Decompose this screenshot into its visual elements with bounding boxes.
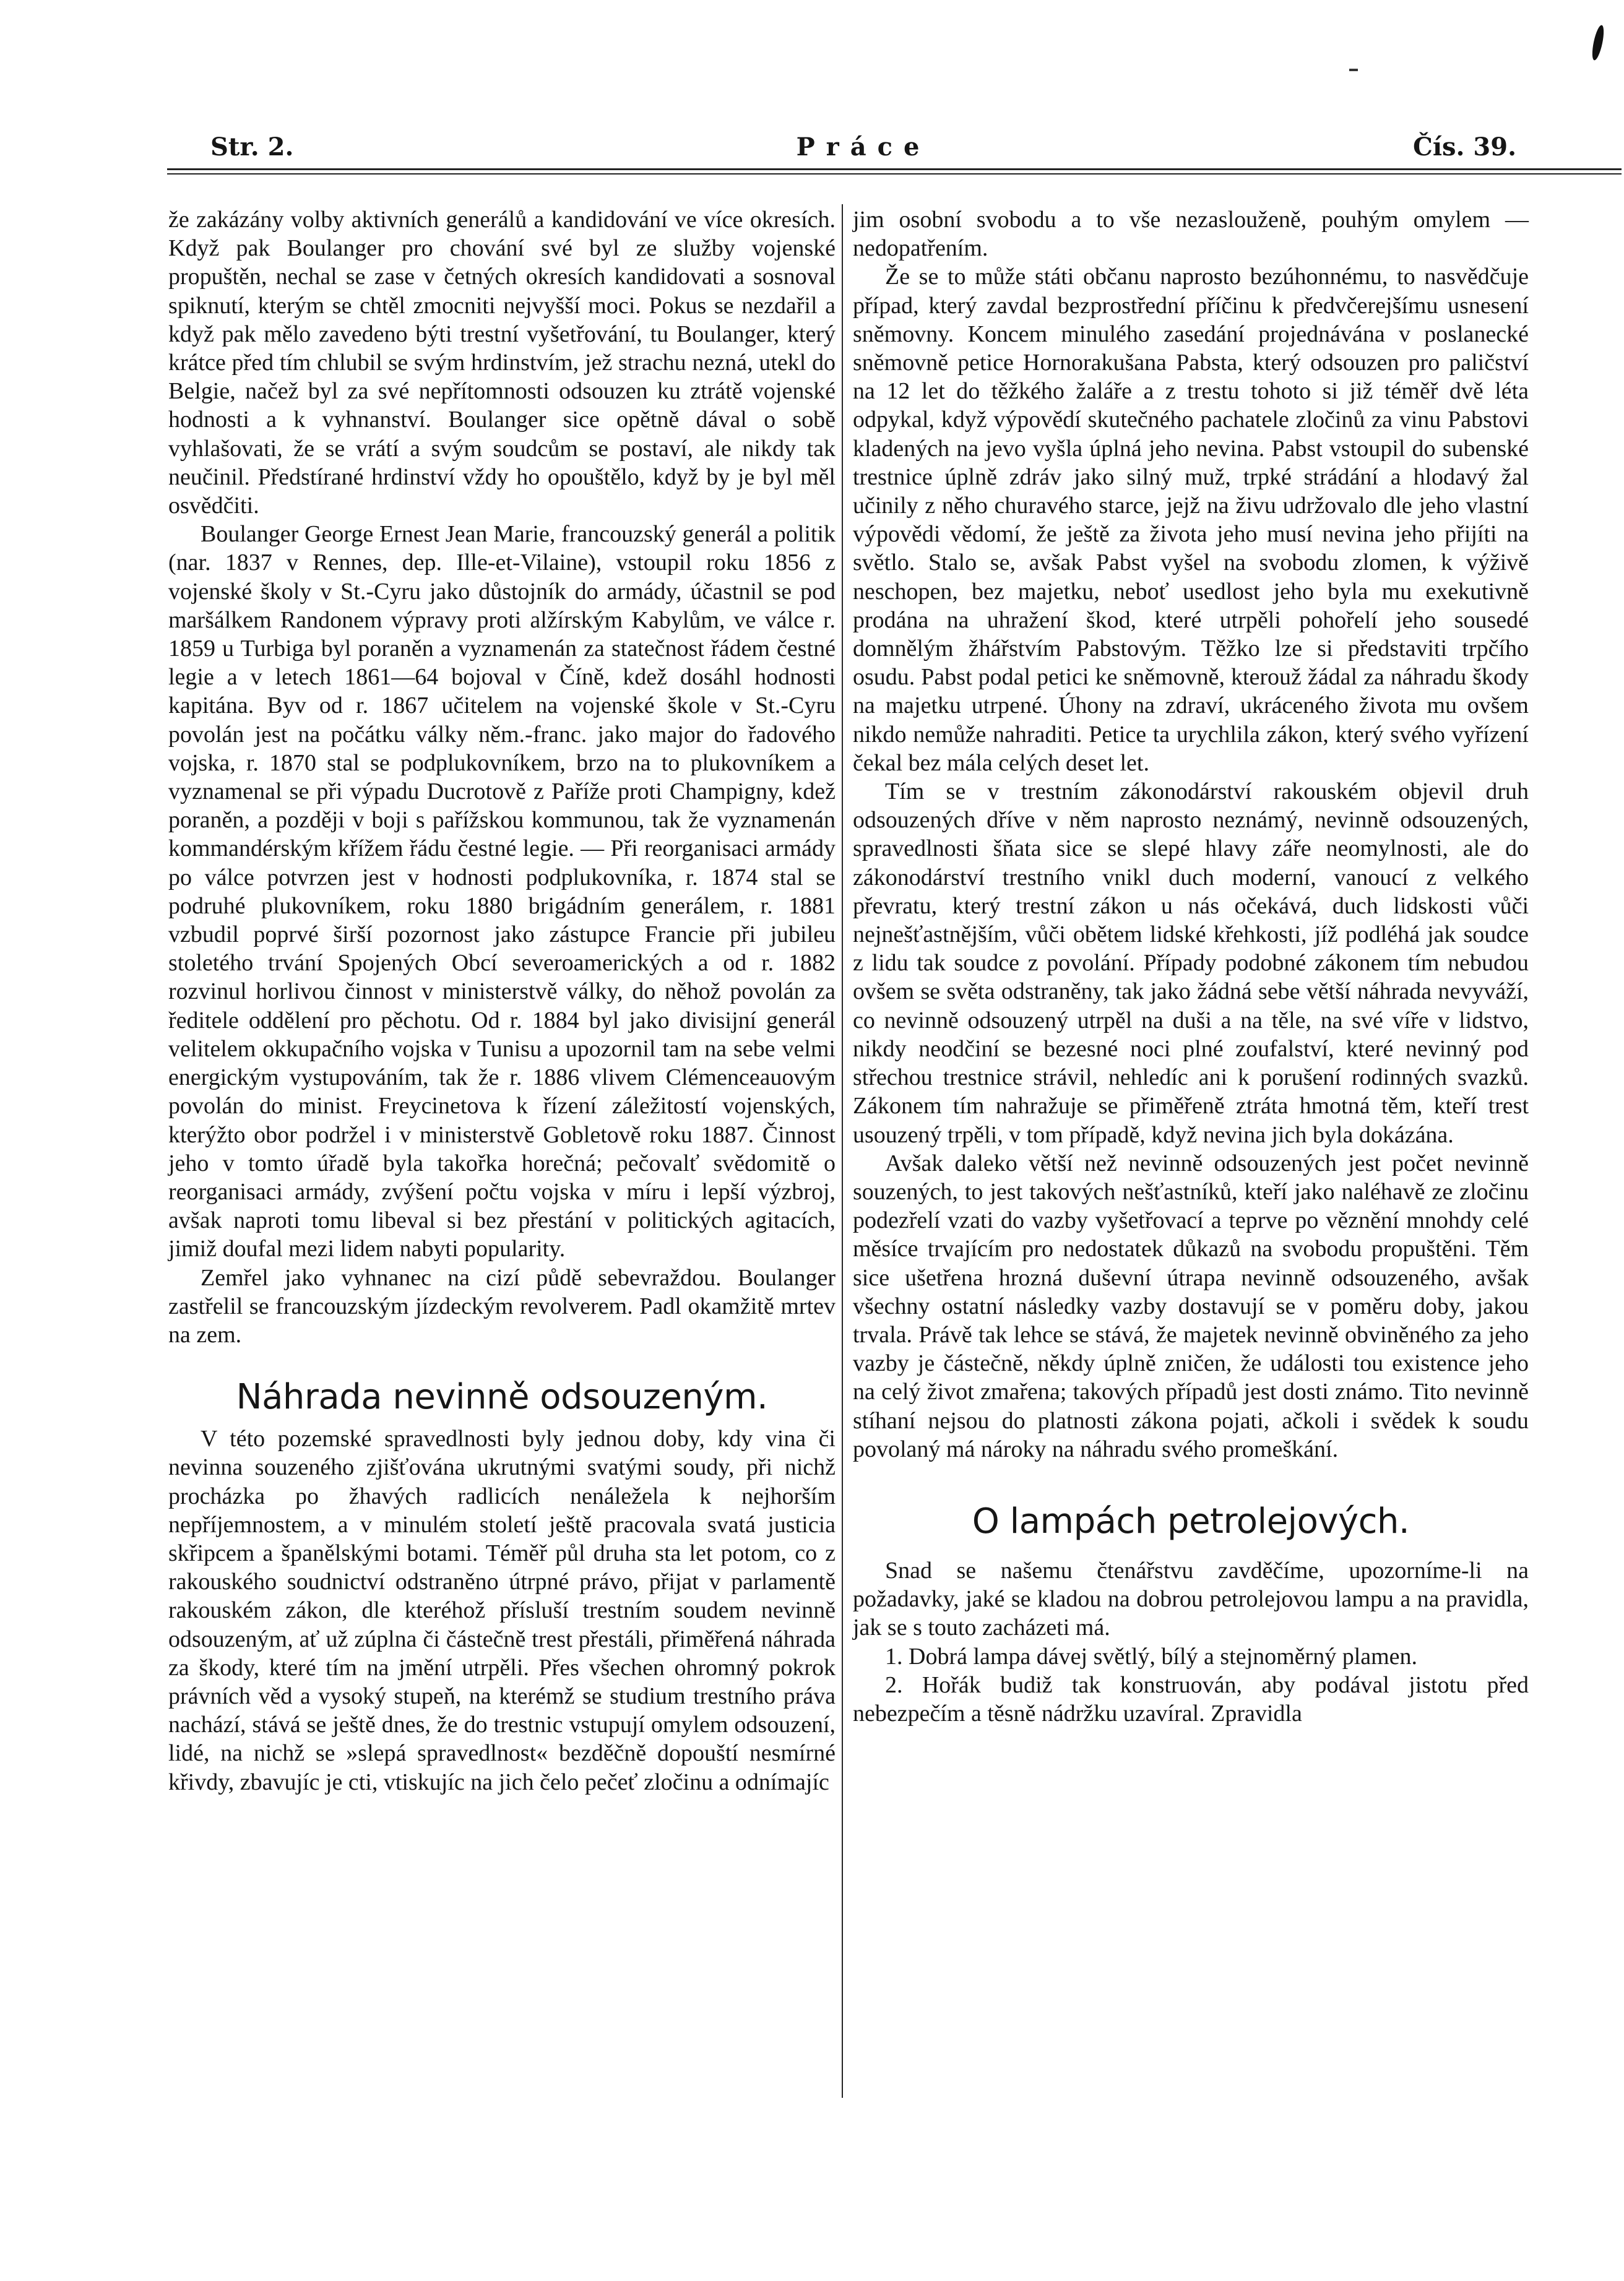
- nahrada-paragraph-5: Avšak daleko větší než nevinně odsouzených jest počet nevinně souzených, to jest takových nešťastníků, kteří jako naléhavě ze zločinu podezřelí vzati do vazby vyšetřovací a teprve po věznění mnohdy celé měsíce trvajícím pro nedostatek důkazů na svobodu propuštěni. Těm sice ušetřena hrozná duševní útrapa nevinně odsouzeného, avšak všechny ostatní následky vazby dostavují se v poměru doby, jakou trvala. Právě tak lehce se stává, že majetek nevinně obviněného za jeho vazby je částečně, někdy úplně zničen, že události tou existence jeho na celý život zmařena; takových případů jest dosti známo. Tito nevinně stíhaní nejsou do platnosti zákona pojati, ačkoli i svědek k soudu povolaný má nároky na náhradu svého promeškání.: [853, 1150, 1529, 1462]
- article-title-nahrada: Náhrada nevinně odsouzeným.: [236, 1377, 768, 1418]
- page-number: Str. 2.: [210, 132, 294, 162]
- ink-dash: [1349, 69, 1358, 71]
- nahrada-paragraph-3: Že se to může státi občanu naprosto bezúhonnému, to nasvědčuje případ, který zavdal bezprostřední příčinu k předvčerejšímu usnesení sněmovny. Koncem minulého zasedání projednávána v poslanecké sněmovně petice Hornorakušana Pabsta, který odsouzen pro paličství na 12 let do těžkého žaláře a z trestu tohoto si již téměř dvě léta odpykal, když výpovědí skutečného pachatele zločinů za vinu Pabstovi kladených na jevo vyšla úplná jeho nevina. Pabst vstoupil do subenské trestnice úplně zdráv jako silný muž, trpké strádání a hlodavý žal učinily z něho churavého starce, jejž na živu udržovalo dle jeho vlastní výpovědi vědomí, že ještě za života jeho musí nevina jeho přijíti na světlo. Stalo se, avšak Pabst vyšel na svobodu zlomen, k výživě neschopen, bez majetku, neboť usedlost jeho byla mu exekutivně prodána na uhražení škod, které utrpěli pohořelí jeho sousedé domnělým žhářstvím Pabstovým. Těžko lze si představiti trpčího osudu. Pabst podal petici ke sněmovně, kterouž žádal za náhradu škody na majetku utrpené. Úhony na zdraví, ukráceného života mu ovšem nikdo nemůže nahraditi. Petice ta urychlila zákon, který svého vyřízení čekal bez mála celých deset let.: [853, 264, 1529, 776]
- newspaper-title: Práce: [796, 132, 931, 162]
- column-divider: [842, 204, 843, 2098]
- article-title-lampy: O lampách petrolejových.: [972, 1501, 1410, 1542]
- lampy-paragraph-2: 1. Dobrá lampa dávej světlý, bílý a stejnoměrný plamen.: [885, 1643, 1418, 1670]
- boulanger-paragraph-3: Zemřel jako vyhnanec na cizí půdě sebevraždou. Boulanger zastřelil se francouzským jízdeckým revolverem. Padl okamžitě mrtev na zem.: [168, 1264, 836, 1348]
- boulanger-paragraph-1: že zakázány volby aktivních generálů a kandidování ve více okresích. Když pak Boulanger pro chování své byl ze služby vojenské propuštěn, nechal se zase v četných okresích kandidovati a sosnoval spiknutí, kterým se chtěl zmocniti nejvyšší moci. Pokus se nezdařil a když pak mělo zavedeno býti trestní vyšetřování, tu Boulanger, který krátce před tím chlubil se svým hrdinstvím, jež strachu nezná, utekl do Belgie, načež byl za své nepřítomnosti odsouzen ku ztrátě vojenské hodnosti a k vyhnanství. Boulanger sice opětně dával o sobě vyhlašovati, že se vrátí a svým soudcům se postaví, ale nikdy tak neučinil. Předstírané hrdinství vždy ho opouštělo, když by je byl měl osvědčiti.: [168, 207, 836, 519]
- ink-mark: [1590, 24, 1606, 61]
- issue-number: Čís. 39.: [1413, 132, 1516, 162]
- header-rule-bottom: [167, 173, 1622, 175]
- header-rule-top: [167, 168, 1622, 170]
- lampy-paragraph-1: Snad se našemu čtenářstvu zavděčíme, upozorníme-li na požadavky, jaké se kladou na dobrou petrolejovou lampu a na pravidla, jak se s touto zacházeti má.: [853, 1557, 1529, 1641]
- left-column: [168, 205, 836, 1796]
- nahrada-paragraph-4: Tím se v trestním zákonodárství rakouském objevil druh odsouzených dříve v něm naprosto neznámý, nevinně odsouzených, spravedlnosti šňata sice se slepé hlavy záře neomylnosti, ale do zákonodárství trestního vnikl duch moderní, vanoucí z velkého převratu, který trestní zákon u nás očekává, duch lidskosti vůči nejnešťastnějším, vůči obětem lidské křehkosti, jíž podléhá jak soudce z lidu tak soudce z povolání. Případy podobné zákonem tím nebudou ovšem se světa odstraněny, tak jako žádná sebe větší náhrada nevyváží, co nevinně odsouzený utrpěl na duši a na těle, na své víře v lidstvo, nikdy neodčiní se bezesné noci plné zoufalství, které nevinný pod střechou trestnice strávil, nehledíc ani k porušení rodinných svazků. Zákonem tím nahražuje se přiměřeně ztráta hmotná těm, kteří trest usouzený trpěli, v tom případě, když nevina jich byla dokázána.: [853, 778, 1529, 1148]
- right-column: [853, 205, 1529, 1728]
- boulanger-paragraph-2: Boulanger George Ernest Jean Marie, francouzský generál a politik (nar. 1837 v Rennes, dep. Ille-et-Vilaine), vstoupil roku 1856 z vojenské školy v St.-Cyru jako důstojník do armády, účastnil se pod maršálkem Randonem výpravy proti alžírským Kabylům, ve válce r. 1859 u Turbiga byl poraněn a vyznamenán za statečnost řádem čestné legie a v letech 1861—64 bojoval v Číně, kdež dosáhl hodnosti kapitána. Byv od r. 1867 učitelem na vojenské škole v St.-Cyru povolán jest na počátku války něm.-franc. jako major do řadového vojska, r. 1870 stal se podplukovníkem, brzo na to plukovníkem a vyznamenal se při výpadu Ducrotově z Paříže proti Champigny, kdež poraněn, a později v boji s pařížskou kommunou, tak že vyznamenán kommandérským křížem řádu čestné legie. — Při reorganisaci armády po válce potvrzen jest v hodnosti podplukovníka, r. 1874 stal se podruhé plukovníkem, roku 1880 brigádním generálem, r. 1881 vzbudil poprvé širší pozornost jako zástupce Francie při jubileu stoletého trvání Spojených Obcí severoamerických a od r. 1882 rozvinul horlivou činnost v ministerstvě války, do něhož povolán za ředitele oddělení pro pěchotu. Od r. 1884 byl jako divisijní generál velitelem okkupačního vojska v Tunisu a upozornil tam na sebe velmi energickým vystupováním, tak že r. 1886 vlivem Clémenceauovým povolán do minist. Freycinetova k řízení záležitostí vojenských, kterýžto obor podržel i v ministerstvě Gobletově roku 1887. Činnost jeho v tomto úřadě byla takořka horečná; pečovalť svědomitě o reorganisaci armády, zvýšení počtu vojska v míru i lepší výzbroj, avšak naproti tomu libeval si bez přestání v politických agitacích, jimiž doufal mezi lidem nabyti popularity.: [168, 521, 836, 1262]
- lampy-paragraph-3: 2. Hořák budiž tak konstruován, aby podával jistotu před nebezpečím a těsně nádržku uzavíral. Zpravidla: [853, 1671, 1529, 1727]
- nahrada-paragraph-1: V této pozemské spravedlnosti byly jednou doby, kdy vina či nevinna souzeného zjišťována ukrutnými svatými soudy, při nichž procházka po žhavých radlicích nenáležela k nejhorším nepříjemnostem, a v minulém století ještě pracovala svatá justicia skřipcem a španělskými botami. Téměř půl druha sta let potom, co z rakouského soudnictví odstraněno útrpné právo, přijat v parlamentě rakouském zákon, dle kteréhož přísluší trestním soudem nevinně odsouzeným, ať už zúplna či částečně trest přestáli, přiměřená náhrada za škody, které tím na jmění utrpěli. Přes všechen ohromný pokrok právních věd a vysoký stupeň, na kterémž se studium trestního práva nachází, stává se ještě dnes, že do trestnic vstupují omylem odsouzení, lidé, na nichž se »slepá spravedlnost« bezděčně dopouští nesmírné křivdy, zbavujíc je cti, vtiskujíc na jich čelo pečeť zločinu a odnímajíc: [168, 1426, 836, 1795]
- page-header: [210, 132, 1516, 167]
- nahrada-paragraph-2: jim osobní svobodu a to vše nezaslouženě, pouhým omylem — nedopatřením.: [853, 207, 1529, 262]
